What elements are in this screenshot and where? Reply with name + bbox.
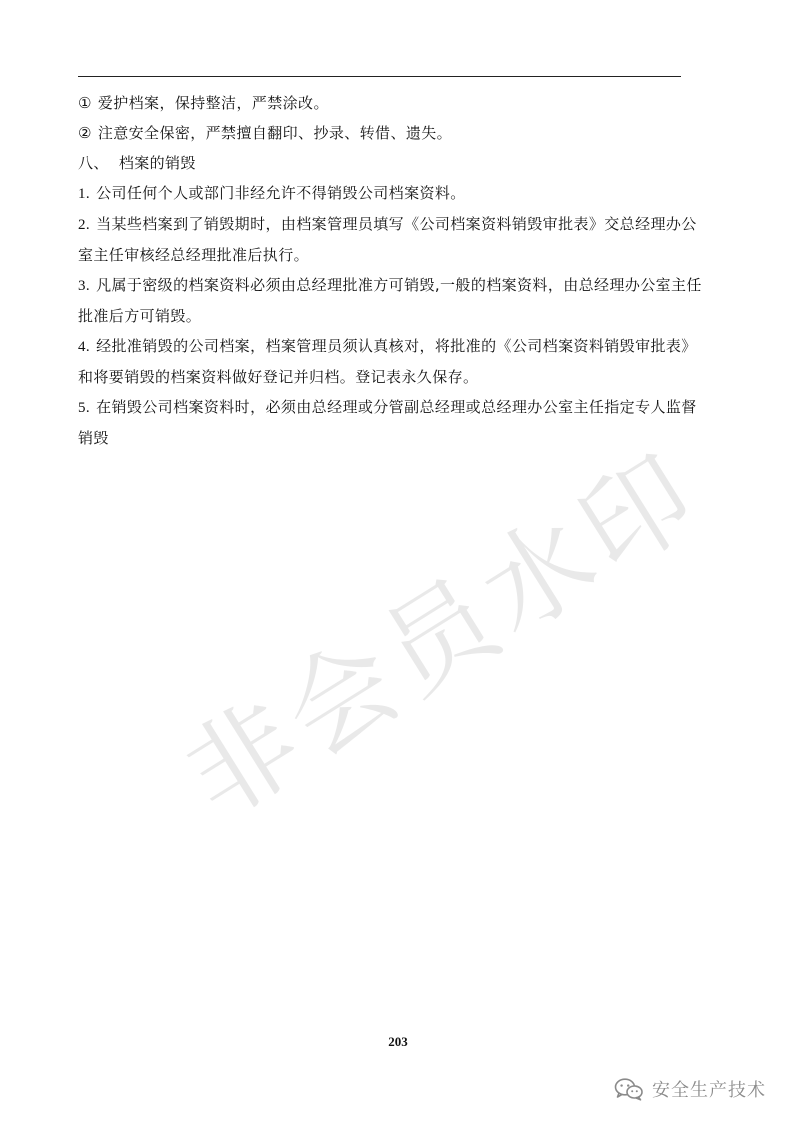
item-marker: ① [78, 94, 92, 112]
item-text: 在销毁公司档案资料时，必须由总经理或分管副总经理或总经理办公室主任指定专人监督 [96, 398, 697, 416]
list-item-continuation [78, 423, 722, 453]
item-text: 批准后方可销毁。 [78, 307, 202, 325]
list-item [78, 392, 722, 423]
list-item [78, 118, 722, 148]
item-number: 5. [78, 400, 91, 416]
item-text: 凡属于密级的档案资料必须由总经理批准方可销毁,一般的档案资料，由总经理办公室主任 [96, 276, 702, 294]
item-text: 室主任审核经总经理批准后执行。 [78, 246, 310, 264]
list-item [78, 88, 722, 118]
list-item [78, 209, 722, 240]
list-item-continuation [78, 240, 722, 270]
item-text: 爱护档案，保持整洁，严禁涂改。 [97, 94, 329, 112]
item-number: 3. [78, 278, 91, 294]
item-number: 1. [78, 186, 91, 202]
section-number: 八、 [78, 154, 109, 172]
wechat-icon [614, 1077, 644, 1101]
header-rule [78, 76, 681, 77]
document-body [78, 88, 722, 453]
list-item [78, 331, 722, 362]
item-number: 4. [78, 339, 91, 355]
item-text: 当某些档案到了销毁期时，由档案管理员填写《公司档案资料销毁审批表》交总经理办公 [96, 215, 697, 233]
list-item-continuation [78, 301, 722, 331]
item-text: 销毁 [78, 429, 109, 447]
list-item [78, 178, 722, 209]
item-text: 经批准销毁的公司档案，档案管理员须认真核对，将批准的《公司档案资料销毁审批表》 [96, 337, 697, 355]
item-number: 2. [78, 217, 91, 233]
brand-name: 安全生产技术 [652, 1080, 766, 1101]
list-item [78, 270, 722, 301]
item-text: 注意安全保密，严禁擅自翻印、抄录、转借、遗失。 [97, 124, 453, 142]
page-number: 203 [388, 1034, 408, 1049]
section-heading [78, 148, 722, 178]
watermark: 非会员水印 [164, 428, 723, 843]
item-marker: ② [78, 124, 92, 142]
item-text: 公司任何个人或部门非经允许不得销毁公司档案资料。 [96, 184, 466, 202]
brand-label [614, 1076, 766, 1102]
section-title: 档案的销毁 [118, 154, 196, 172]
item-text: 和将要销毁的档案资料做好登记并归档。登记表永久保存。 [78, 368, 479, 386]
list-item-continuation [78, 362, 722, 392]
